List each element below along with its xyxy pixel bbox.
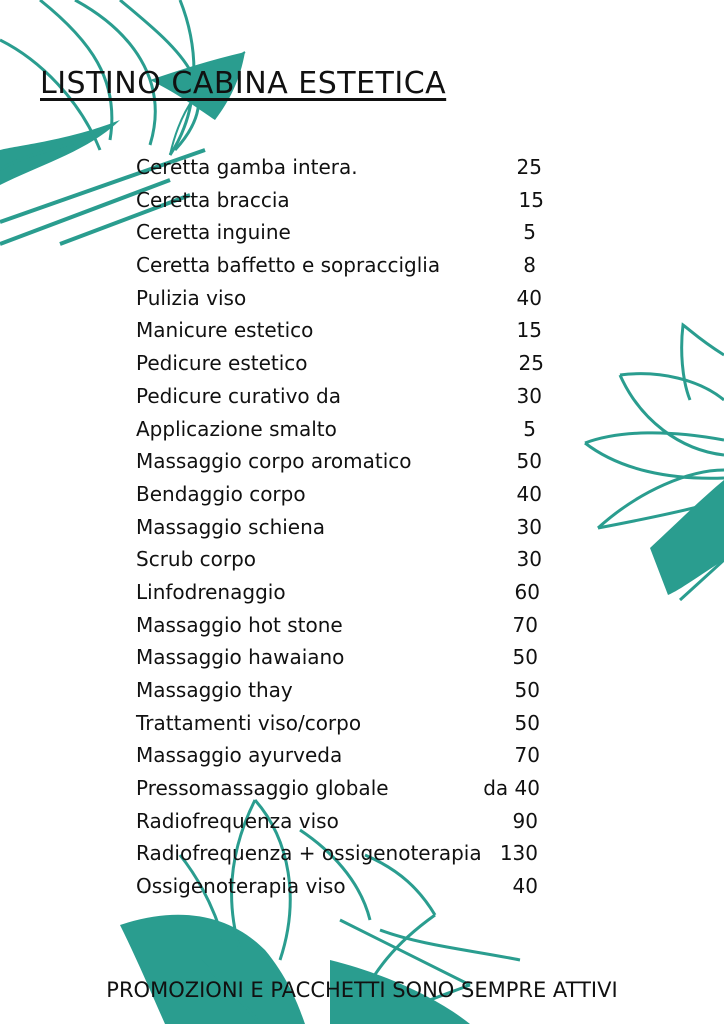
service-price: 50: [516, 449, 542, 474]
list-item: [136, 184, 596, 217]
service-name: Manicure estetico: [136, 318, 314, 343]
page-title: LISTINO CABINA ESTETICA: [40, 66, 447, 101]
list-item: [136, 511, 596, 544]
service-name: Ceretta inguine: [136, 220, 291, 245]
list-item: [136, 707, 596, 740]
list-item: [136, 347, 596, 380]
service-price: 70: [514, 743, 540, 768]
service-name: Ceretta gamba intera.: [136, 155, 358, 179]
list-item: [136, 282, 596, 315]
service-price: 30: [516, 547, 542, 572]
service-name: Radiofrequenza viso: [136, 808, 339, 833]
list-item: [136, 837, 596, 870]
service-name: Pedicure curativo da: [136, 383, 341, 408]
list-item: [136, 576, 596, 609]
service-name: Linfodrenaggio: [136, 579, 286, 604]
service-price: 25: [516, 155, 542, 179]
list-item: [136, 641, 596, 674]
list-item: [136, 249, 596, 282]
list-item: [136, 216, 596, 249]
list-item: [136, 543, 596, 576]
service-price: 50: [514, 678, 540, 702]
service-price: 30: [516, 514, 542, 539]
service-price: 50: [514, 710, 540, 735]
service-price: 50: [512, 645, 538, 670]
service-price: 40: [516, 285, 542, 310]
service-name: Pulizia viso: [136, 285, 247, 310]
service-price: 15: [518, 187, 544, 212]
list-item: [136, 739, 596, 772]
list-item: [136, 380, 596, 413]
list-item: [136, 609, 596, 642]
service-name: Scrub corpo: [136, 547, 257, 572]
service-name: Pressomassaggio globale: [136, 776, 389, 801]
service-price: 8: [523, 253, 536, 278]
service-price: 15: [516, 318, 542, 343]
service-price: da 40: [483, 776, 540, 801]
service-price: 5: [523, 220, 536, 245]
service-name: Massaggio ayurveda: [136, 743, 343, 768]
list-item: [136, 478, 596, 511]
service-name: Massaggio corpo aromatico: [136, 449, 412, 474]
service-price: 90: [512, 808, 538, 833]
service-name: Trattamenti viso/corpo: [136, 710, 362, 735]
service-price: 40: [512, 874, 538, 899]
service-price: 130: [499, 841, 538, 866]
list-item: [136, 805, 596, 838]
right-lotus-icon: [585, 325, 724, 600]
service-name: Ossigenoterapia viso: [136, 874, 346, 899]
list-item: [136, 314, 596, 347]
service-name: Ceretta baffetto e sopracciglia: [136, 253, 441, 278]
service-price: 25: [518, 351, 544, 376]
service-name: Applicazione smalto: [136, 416, 337, 441]
service-price: 30: [516, 383, 542, 408]
list-item: [136, 674, 596, 707]
list-item: [136, 151, 596, 184]
service-name: Bendaggio corpo: [136, 481, 306, 506]
service-price: 40: [516, 481, 542, 506]
list-item: [136, 413, 596, 446]
service-name: Massaggio hawaiano: [136, 645, 345, 670]
service-name: Massaggio hot stone: [136, 612, 343, 637]
service-price: 70: [512, 612, 538, 637]
service-name: Pedicure estetico: [136, 351, 308, 376]
service-name: Massaggio schiena: [136, 514, 326, 539]
service-name: Ceretta braccia: [136, 187, 290, 212]
service-name: Radiofrequenza + ossigenoterapia: [136, 841, 482, 866]
list-item: [136, 445, 596, 478]
service-price: 5: [523, 416, 536, 441]
list-item: [136, 870, 596, 903]
list-item: [136, 772, 596, 805]
service-name: Massaggio thay: [136, 678, 293, 702]
service-price: 60: [514, 579, 540, 604]
footer-note: PROMOZIONI E PACCHETTI SONO SEMPRE ATTIVI: [106, 978, 618, 1002]
price-list: [136, 151, 596, 903]
